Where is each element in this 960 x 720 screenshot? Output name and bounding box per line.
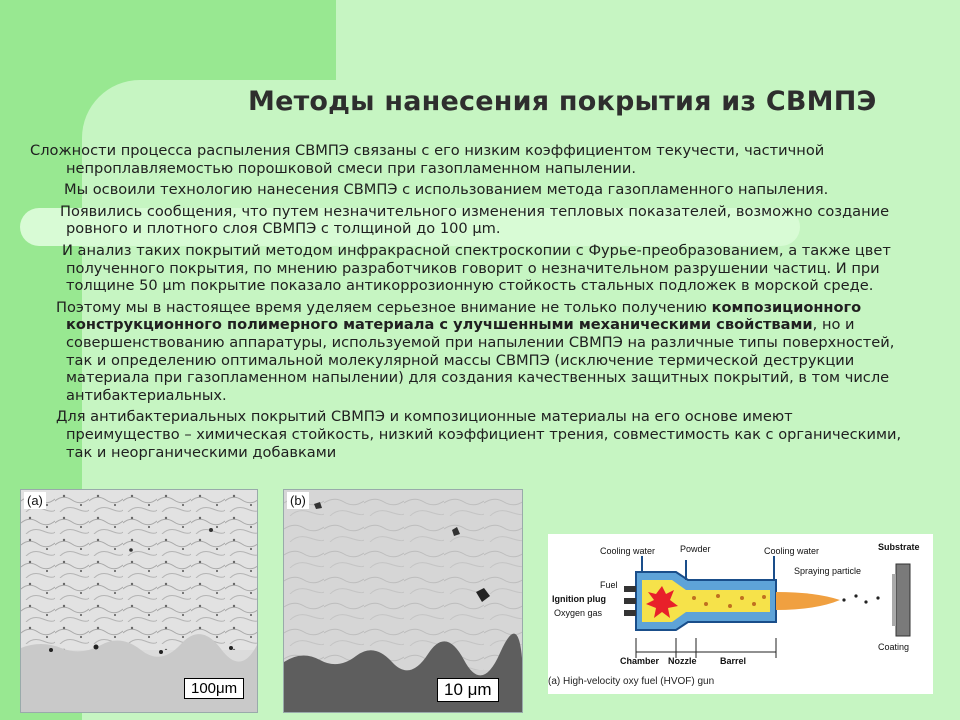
- micrograph-b-label: (b): [287, 492, 309, 509]
- paragraph-6: Для антибактериальных покрытий СВМПЭ и композиционные материалы на его основе имеют преимущество – химическая стойкость, низкий коэффициент трения, совместимость как с органическими, так и неорганическими добавками: [56, 408, 902, 461]
- label-powder: Powder: [680, 544, 711, 554]
- paragraph-3: Появились сообщения, что путем незначительного изменения тепловых показателей, возможно создание ровного и плотного слоя СВМПЭ с толщиной до 100 μm.: [60, 202, 890, 238]
- label-nozzle: Nozzle: [668, 656, 697, 666]
- paragraph-5-pre: Поэтому мы в настоящее время уделяем серьезное внимание не только получению: [56, 298, 712, 316]
- slide-title: Методы нанесения покрытия из СВМПЭ: [248, 86, 877, 117]
- hvof-caption: (a) High-velocity oxy fuel (HVOF) gun: [548, 676, 715, 687]
- label-barrel: Barrel: [720, 656, 747, 666]
- hvof-gun-diagram: [548, 534, 933, 694]
- label-fuel: Fuel: [600, 580, 618, 590]
- paragraph-5: [30, 299, 910, 405]
- label-coating: Coating: [878, 642, 910, 652]
- micrograph-b-scale-bar: 10 μm: [437, 678, 499, 702]
- label-oxygen-gas: Oxygen gas: [554, 608, 603, 618]
- label-spraying-particle: Spraying particle: [794, 566, 862, 576]
- micrograph-a-label: (a): [24, 492, 46, 509]
- paragraph-4: И анализ таких покрытий методом инфракрасной спектроскопии с Фурье-преобразованием, а также цвет полученного покрытия, по мнению разработчиков говорит о незначительном разрушении частиц. И при толщине 50 μm покрытие показало антикоррозионную стойкость стальных подложек в морской среде.: [62, 241, 891, 295]
- slide-body: [30, 142, 910, 465]
- label-cooling-water-right: Cooling water: [764, 546, 820, 556]
- micrograph-a-scale-bar: 100μm: [184, 678, 244, 699]
- label-ignition-plug: Ignition plug: [552, 594, 606, 604]
- label-chamber: Chamber: [620, 656, 660, 666]
- paragraph-5-post: , но и совершенствованию аппаратуры, используемой при напылении СВМПЭ на различные типы поверхностей, так и определению оптимальной молекулярной массы СВМПЭ (исключение термической деструкции материала при газопламенном напылении) для создания качественных защитных покрытий, в том числе антибактериальных.: [66, 316, 895, 404]
- hvof-gun-drawing: [548, 534, 933, 694]
- paragraph-5-bold: композиционного конструкционного полимерного материала с улучшенными механическими свойствами: [66, 298, 862, 334]
- label-substrate: Substrate: [878, 542, 920, 552]
- label-cooling-water-left: Cooling water: [600, 546, 656, 556]
- paragraph-2: Мы освоили технологию нанесения СВМПЭ с использованием метода газопламенного напыления.: [64, 181, 829, 199]
- paragraph-1: Сложности процесса распыления СВМПЭ связаны с его низким коэффициентом текучести, частичной непроплавляемостью порошковой смеси при газопламенном напылении.: [30, 142, 825, 177]
